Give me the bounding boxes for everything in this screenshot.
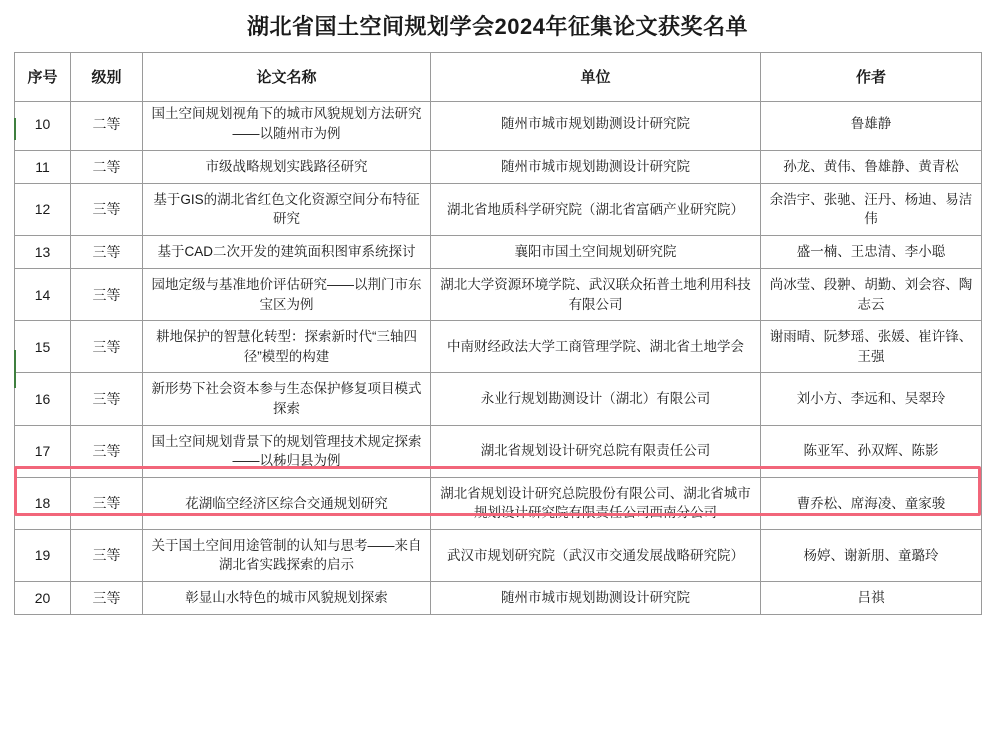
table-header-row (15, 53, 982, 102)
cell-level: 三等 (71, 321, 143, 373)
cell-paper: 关于国土空间用途管制的认知与思考——来自湖北省实践探索的启示 (143, 529, 431, 581)
table-row (15, 102, 982, 150)
cell-index: 15 (15, 321, 71, 373)
cell-paper: 新形势下社会资本参与生态保护修复项目模式探索 (143, 373, 431, 425)
cell-author: 尚冰莹、段翀、胡勤、刘会容、陶志云 (761, 269, 982, 321)
cell-level: 三等 (71, 477, 143, 529)
cell-paper: 市级战略规划实践路径研究 (143, 150, 431, 183)
column-header-paper: 论文名称 (143, 53, 431, 102)
cell-paper: 国土空间规划视角下的城市风貌规划方法研究——以随州市为例 (143, 102, 431, 150)
margin-mark-lower (14, 350, 16, 388)
cell-unit: 湖北省规划设计研究总院股份有限公司、湖北省城市规划设计研究院有限责任公司西南分公司 (431, 477, 761, 529)
table-row-highlighted (15, 373, 982, 425)
cell-index: 10 (15, 102, 71, 150)
table-row (15, 321, 982, 373)
cell-index: 13 (15, 235, 71, 268)
table-row (15, 183, 982, 235)
cell-index: 18 (15, 477, 71, 529)
cell-index: 11 (15, 150, 71, 183)
cell-unit: 湖北大学资源环境学院、武汉联众拓普土地利用科技有限公司 (431, 269, 761, 321)
cell-paper: 园地定级与基准地价评估研究——以荆门市东宝区为例 (143, 269, 431, 321)
cell-author: 陈亚军、孙双辉、陈影 (761, 425, 982, 477)
cell-level: 三等 (71, 373, 143, 425)
cell-author: 刘小方、李远和、吴翠玲 (761, 373, 982, 425)
table-row (15, 425, 982, 477)
cell-level: 三等 (71, 425, 143, 477)
column-header-unit: 单位 (431, 53, 761, 102)
cell-author: 余浩宇、张驰、汪丹、杨迪、易洁伟 (761, 183, 982, 235)
cell-index: 14 (15, 269, 71, 321)
cell-author: 吕祺 (761, 581, 982, 614)
column-header-level: 级别 (71, 53, 143, 102)
cell-index: 17 (15, 425, 71, 477)
cell-unit: 湖北省地质科学研究院（湖北省富硒产业研究院） (431, 183, 761, 235)
cell-unit: 中南财经政法大学工商管理学院、湖北省土地学会 (431, 321, 761, 373)
cell-index: 12 (15, 183, 71, 235)
table-row (15, 269, 982, 321)
cell-paper: 基于CAD二次开发的建筑面积图审系统探讨 (143, 235, 431, 268)
cell-level: 三等 (71, 269, 143, 321)
cell-author: 杨婷、谢新朋、童璐玲 (761, 529, 982, 581)
cell-level: 二等 (71, 102, 143, 150)
cell-author: 谢雨晴、阮梦瑶、张媛、崔许锋、王强 (761, 321, 982, 373)
cell-unit: 武汉市规划研究院（武汉市交通发展战略研究院） (431, 529, 761, 581)
cell-author: 孙龙、黄伟、鲁雄静、黄青松 (761, 150, 982, 183)
cell-level: 三等 (71, 581, 143, 614)
cell-unit: 随州市城市规划勘测设计研究院 (431, 581, 761, 614)
table-row (15, 235, 982, 268)
award-list-table (14, 52, 982, 615)
cell-index: 20 (15, 581, 71, 614)
cell-index: 19 (15, 529, 71, 581)
table-row (15, 581, 982, 614)
table-row (15, 477, 982, 529)
cell-level: 三等 (71, 529, 143, 581)
cell-unit: 随州市城市规划勘测设计研究院 (431, 102, 761, 150)
column-header-author: 作者 (761, 53, 982, 102)
cell-author: 盛一楠、王忠清、李小聪 (761, 235, 982, 268)
cell-index: 16 (15, 373, 71, 425)
cell-paper: 基于GIS的湖北省红色文化资源空间分布特征研究 (143, 183, 431, 235)
cell-level: 二等 (71, 150, 143, 183)
cell-unit: 随州市城市规划勘测设计研究院 (431, 150, 761, 183)
cell-unit: 湖北省规划设计研究总院有限责任公司 (431, 425, 761, 477)
cell-paper: 耕地保护的智慧化转型：探索新时代“三轴四径”模型的构建 (143, 321, 431, 373)
cell-paper: 国土空间规划背景下的规划管理技术规定探索——以秭归县为例 (143, 425, 431, 477)
margin-mark-upper (14, 118, 16, 140)
column-header-index: 序号 (15, 53, 71, 102)
cell-author: 曹乔松、席海凌、童家骏 (761, 477, 982, 529)
cell-unit: 永业行规划勘测设计（湖北）有限公司 (431, 373, 761, 425)
cell-level: 三等 (71, 183, 143, 235)
cell-level: 三等 (71, 235, 143, 268)
cell-unit: 襄阳市国土空间规划研究院 (431, 235, 761, 268)
table-row (15, 529, 982, 581)
cell-paper: 彰显山水特色的城市风貌规划探索 (143, 581, 431, 614)
cell-paper: 花湖临空经济区综合交通规划研究 (143, 477, 431, 529)
page-title: 湖北省国土空间规划学会2024年征集论文获奖名单 (247, 14, 748, 39)
cell-author: 鲁雄静 (761, 102, 982, 150)
table-row (15, 150, 982, 183)
